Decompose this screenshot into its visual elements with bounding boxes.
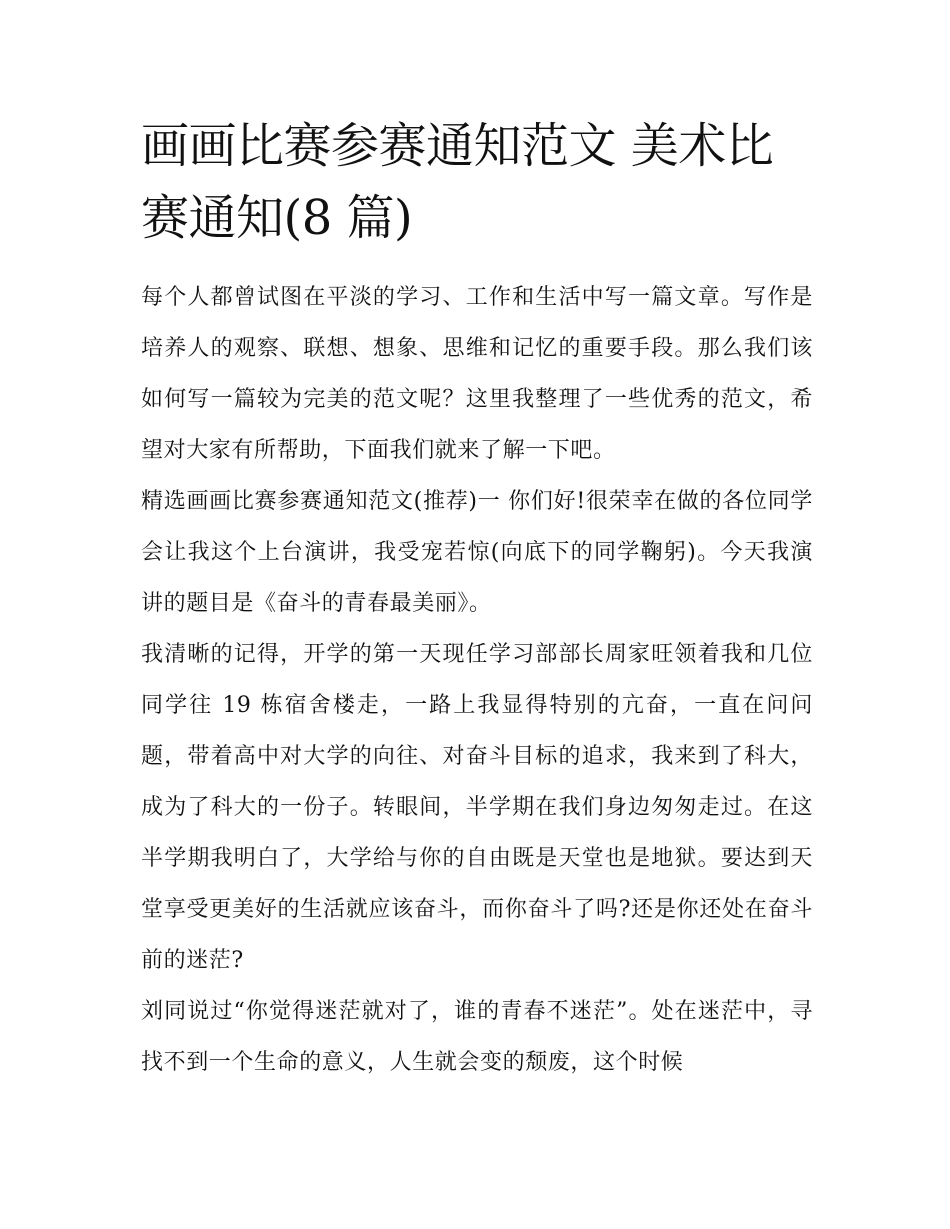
document-page (141, 110, 813, 1088)
paragraph-liu-tong-quote: 刘同说过“你觉得迷茫就对了，谁的青春不迷茫”。处在迷茫中，寻找不到一个生命的意义，人生就会变的颓废，这个时候 (141, 999, 813, 1075)
paragraph-speech-opening: 精选画画比赛参赛通知范文(推荐)一 你们好!很荣幸在做的各位同学会让我这个上台演讲，我受宠若惊(向底下的同学鞠躬)。今天我演讲的题目是《奋斗的青春最美丽》。 (141, 489, 813, 616)
paragraph-intro: 每个人都曾试图在平淡的学习、工作和生活中写一篇文章。写作是培养人的观察、联想、想象、思维和记忆的重要手段。那么我们该如何写一篇较为完美的范文呢？这里我整理了一些优秀的范文，希望对大家有所帮助，下面我们就来了解一下吧。 (141, 285, 813, 463)
paragraph-first-day: 我清晰的记得，开学的第一天现任学习部部长周家旺领着我和几位同学往 19 栋宿舍楼走，一路上我显得特别的亢奋，一直在问问题，带着高中对大学的向往、对奋斗目标的追求，我来到了科大，成为了科大的一份子。转眼间，半学期在我们身边匆匆走过。在这半学期我明白了，大学给与你的自由既是天堂也是地狱。要达到天堂享受更美好的生活就应该奋斗，而你奋斗了吗?还是你还处在奋斗前的迷茫? (141, 642, 813, 973)
document-title: 画画比赛参赛通知范文 美术比赛通知(8 篇) (141, 118, 774, 246)
